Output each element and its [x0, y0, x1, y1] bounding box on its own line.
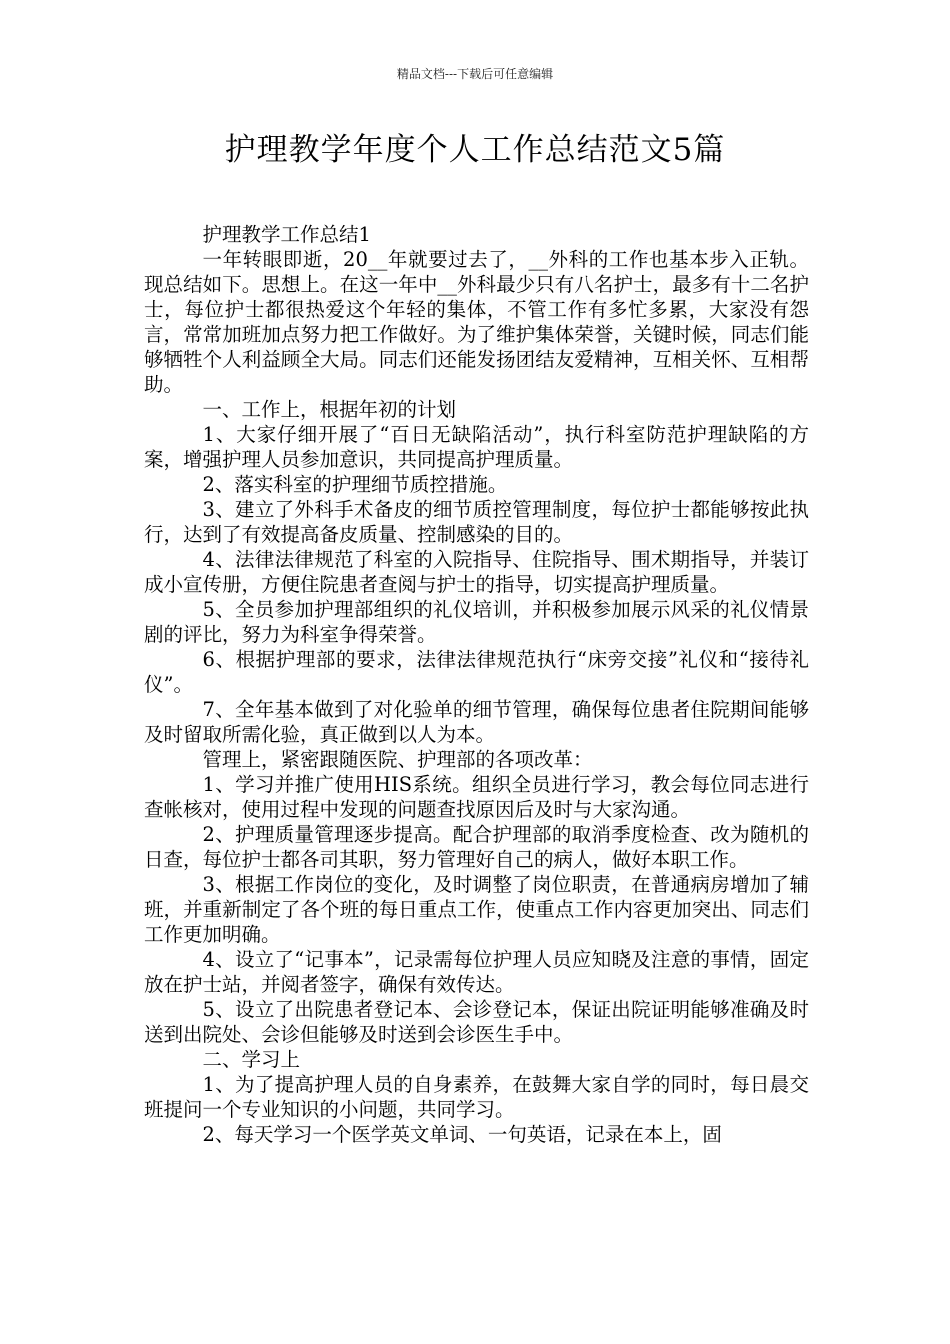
header-note: 精品文档---下载后可任意编辑	[396, 67, 554, 81]
list-item: 4、设立了“记事本”，记录需每位护理人员应知晓及注意的事情，固定放在护士站，并阅者签字，确保有效传达。	[144, 948, 809, 996]
list-item: 2、每天学习一个医学英文单词、一句英语，记录在本上，固	[202, 1123, 722, 1146]
list-item: 1、学习并推广使用HIS系统。组织全员进行学习，教会每位同志进行查帐核对，使用过程中发现的问题查找原因后及时与大家沟通。	[144, 773, 809, 821]
paragraph: 一年转眼即逝，20__年就要过去了，__外科的工作也基本步入正轨。现总结如下。思想上。在这一年中__外科最少只有八名护士，最多有十二名护士，每位护士都很热爱这个年轻的集体，不管工作有多忙多累，大家没有怨言，常常加班加点努力把工作做好。为了维护集体荣誉，关键时候，同志们能够牺牲个人利益顾全大局。同志们还能发扬团结友爱精神，互相关怀、互相帮助。	[144, 248, 809, 396]
list-item: 2、护理质量管理逐步提高。配合护理部的取消季度检查、改为随机的日查，每位护士都各司其职，努力管理好自己的病人，做好本职工作。	[144, 823, 809, 871]
section-heading: 二、学习上	[202, 1048, 301, 1071]
section-heading: 管理上，紧密跟随医院、护理部的各项改革：	[202, 748, 593, 771]
list-item: 1、为了提高护理人员的自身素养，在鼓舞大家自学的同时，每日晨交班提问一个专业知识的小问题，共同学习。	[144, 1073, 809, 1121]
list-item: 3、建立了外科手术备皮的细节质控管理制度，每位护士都能够按此执行，达到了有效提高备皮质量、控制感染的目的。	[144, 498, 809, 546]
list-item: 2、落实科室的护理细节质控措施。	[202, 473, 508, 496]
list-item: 3、根据工作岗位的变化，及时调整了岗位职责，在普通病房增加了辅班，并重新制定了各个班的每日重点工作，使重点工作内容更加突出、同志们工作更加明确。	[144, 873, 809, 946]
list-item: 5、设立了出院患者登记本、会诊登记本，保证出院证明能够准确及时送到出院处、会诊但能够及时送到会诊医生手中。	[144, 998, 809, 1046]
list-item: 6、根据护理部的要求，法律法律规范执行“床旁交接”礼仪和“接待礼仪”。	[144, 648, 809, 696]
section-heading: 一、工作上，根据年初的计划	[202, 398, 457, 421]
list-item: 7、全年基本做到了对化验单的细节管理，确保每位患者住院期间能够及时留取所需化验，真正做到以人为本。	[144, 698, 809, 746]
document-body	[144, 222, 809, 1147]
paragraph: 护理教学工作总结1	[202, 223, 371, 246]
list-item: 4、法律法律规范了科室的入院指导、住院指导、围术期指导，并装订成小宣传册，方便住院患者查阅与护士的指导，切实提高护理质量。	[144, 548, 809, 596]
list-item: 5、全员参加护理部组织的礼仪培训，并积极参加展示风采的礼仪情景剧的评比，努力为科室争得荣誉。	[144, 598, 809, 646]
list-item: 1、大家仔细开展了“百日无缺陷活动”，执行科室防范护理缺陷的方案，增强护理人员参加意识，共同提高护理质量。	[144, 423, 809, 471]
document-title: 护理教学年度个人工作总结范文5篇	[224, 132, 726, 168]
